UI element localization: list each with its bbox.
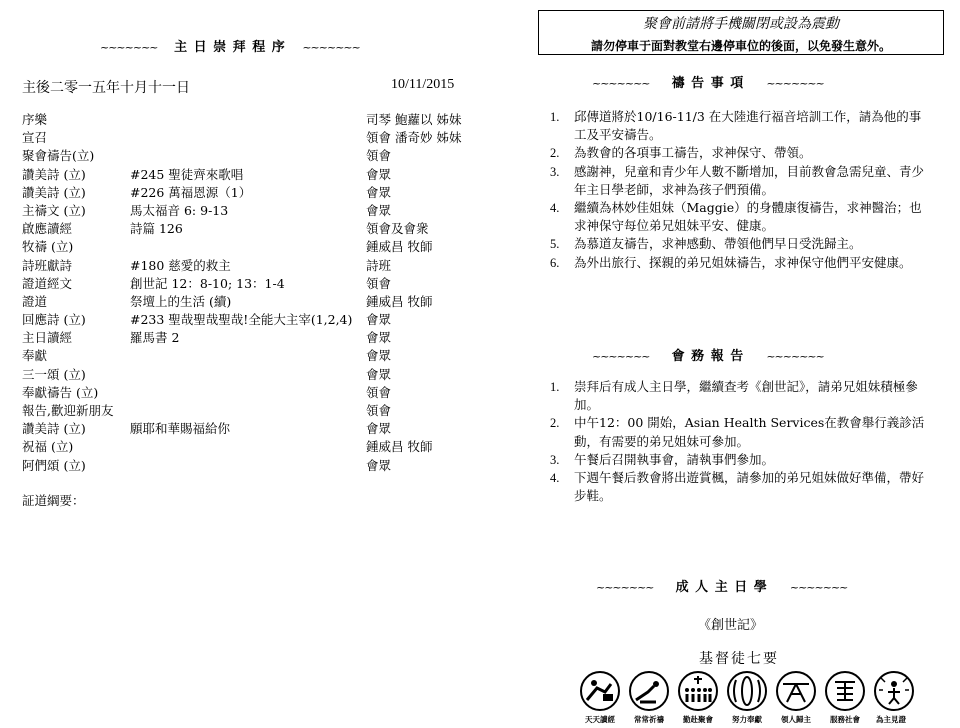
program-person: 領會 (366, 275, 392, 291)
seven-label: 為主見證 (876, 715, 906, 724)
ornament: ~~~~~~~ (766, 77, 824, 90)
bible-reading-icon (577, 670, 623, 712)
seven-label: 勤赴聚會 (683, 715, 713, 724)
program-row (22, 457, 472, 475)
adult-school-heading: 成 人 主 日 學 (675, 580, 768, 595)
ornament: ~~~~~~~ (789, 581, 848, 594)
program-content: 詩篇 126 (130, 221, 183, 237)
program-person: 領會 (366, 384, 392, 400)
item-number: 2. (550, 416, 560, 431)
program-person: 領會 潘奇妙 姊妹 (366, 130, 462, 146)
program-content: 創世記 12：8-10; 13：1-4 (130, 275, 285, 291)
seven-musts-icons (577, 670, 917, 712)
ornament: ~~~~~~~ (596, 581, 654, 594)
seven-label: 領人歸主 (781, 715, 811, 724)
program-person: 鍾威昌 牧師 (366, 293, 433, 309)
witness-icon (871, 670, 917, 712)
list-item (550, 144, 925, 162)
item-text: 為慕道友禱告，求神感動、帶領他們早日受洗歸主。 (574, 236, 862, 252)
program-row (22, 184, 472, 202)
program-content: 祭壇上的生活 (續) (130, 293, 232, 309)
program-row (22, 420, 472, 438)
program-item: 啟應讀經 (22, 221, 73, 237)
item-text: 崇拜后有成人主日學，繼續查考《創世記》，請弟兄姐妹積極參加。 (574, 379, 918, 413)
program-item: 聚會禱告(立) (22, 148, 95, 164)
list-item (550, 451, 925, 469)
program-row (22, 384, 472, 402)
date-chinese: 主後二零一五年十月十一日 (22, 80, 190, 96)
program-content: #226 萬福恩源（1） (130, 184, 252, 200)
report-list (550, 378, 925, 505)
program-item: 證道經文 (22, 275, 73, 291)
item-text: 邱傳道將於10/16-11/3 在大陸進行福音培訓工作，請為他的事工及平安禱告。 (574, 109, 922, 143)
church-report-title (592, 345, 824, 364)
date-english: 10/11/2015 (391, 77, 455, 92)
program-row (22, 257, 472, 275)
item-number: 3. (550, 452, 560, 467)
program-item: 三一頌 (立) (22, 366, 86, 382)
program-row (22, 293, 472, 311)
seven-label: 常常祈禱 (634, 715, 664, 724)
prayer-items-title (592, 72, 824, 91)
program-item: 讚美詩 (立) (22, 184, 86, 200)
program-content: 願耶和華賜福給你 (130, 421, 231, 437)
list-item (550, 199, 925, 235)
ornament: ~~~~~~~ (592, 350, 650, 363)
ornament: ~~~~~~~ (766, 350, 824, 363)
program-content: #180 慈愛的救主 (130, 257, 231, 273)
program-row (22, 166, 472, 184)
item-text: 感謝神，兒童和青少年人數不斷增加，目前教會急需兒童、青少年主日學老師，求神為孩子們預備。 (574, 163, 925, 197)
program-row (22, 438, 472, 456)
program-item: 詩班獻詩 (22, 257, 73, 273)
item-number: 1. (550, 380, 560, 394)
program-person: 會眾 (366, 366, 392, 382)
program-person: 會眾 (366, 184, 392, 200)
list-item (550, 235, 925, 253)
prayer-heading: 禱 告 事 項 (671, 76, 745, 91)
list-item (550, 469, 925, 505)
item-text: 下週午餐后教會將出遊賞楓，請參加的弟兄姐妹做好準備，帶好步鞋。 (574, 470, 925, 504)
adult-sunday-school-title (596, 576, 847, 595)
phone-notice-box (538, 10, 944, 55)
program-item: 證道 (22, 293, 48, 309)
seven-musts-graphic (577, 648, 917, 728)
item-number: 4. (550, 471, 560, 486)
item-number: 4. (550, 201, 560, 216)
seven-label: 天天讀經 (585, 715, 615, 724)
list-item (550, 378, 925, 414)
item-number: 2. (550, 146, 560, 161)
ornament: ~~~~~~~ (302, 41, 360, 54)
list-item (550, 163, 925, 199)
sermon-outline-label: 証道綱要： (22, 493, 85, 508)
program-item: 牧禱 (立) (22, 239, 74, 255)
program-item: 序樂 (22, 112, 48, 127)
study-book-title: 《創世記》 (698, 618, 764, 633)
item-number: 6. (550, 255, 560, 270)
program-row (22, 329, 472, 347)
item-text: 為教會的各項事工禱告，求神保守、帶領。 (574, 145, 812, 161)
program-row (22, 238, 472, 256)
program-person: 會眾 (366, 166, 392, 182)
item-text: 中午12：00 開始，Asian Health Services在教會舉行義診活動，有需要的弟兄姐妹可參加。 (574, 415, 925, 449)
program-item: 主日讀經 (22, 330, 73, 346)
program-row (22, 402, 472, 420)
evangelism-icon (773, 670, 819, 712)
list-item (550, 108, 925, 144)
program-person: 會眾 (366, 457, 392, 473)
program-content: #233 聖哉聖哉聖哉!全能大主宰(1,2,4) (130, 312, 353, 328)
program-person: 鍾威昌 牧師 (366, 239, 433, 255)
item-number: 5. (550, 237, 560, 252)
program-row (22, 220, 472, 238)
program-row (22, 202, 472, 220)
program-person: 領會 (366, 148, 392, 164)
phone-notice: 聚會前請將手機關閉或設為震動 (643, 16, 839, 32)
seven-musts-labels (577, 714, 917, 728)
program-row (22, 129, 472, 147)
program-row (22, 347, 472, 365)
program-person: 會眾 (366, 202, 392, 218)
program-item: 主禱文 (立) (22, 202, 86, 218)
prayer-icon (626, 670, 672, 712)
program-item: 讚美詩 (立) (22, 166, 86, 182)
program-item: 讚美詩 (立) (22, 421, 86, 437)
offering-icon (724, 670, 770, 712)
service-icon (822, 670, 868, 712)
program-person: 詩班 (366, 257, 392, 273)
program-content: 馬太福音 6: 9-13 (130, 202, 229, 218)
program-row (22, 366, 472, 384)
ornament: ~~~~~~~ (592, 77, 650, 90)
ornament: ~~~~~~~ (100, 41, 158, 54)
parking-notice: 請勿停車于面對教堂右邊停車位的後面，以免發生意外。 (590, 39, 891, 53)
gathering-icon (675, 670, 721, 712)
list-item (550, 414, 925, 450)
prayer-list (550, 108, 925, 272)
seven-musts-title: 基督徒七要 (699, 651, 779, 667)
program-row (22, 275, 472, 293)
program-person: 會眾 (366, 421, 392, 437)
program-item: 回應詩 (立) (22, 312, 86, 328)
announcements-panel (480, 0, 960, 728)
program-person: 會眾 (366, 312, 392, 328)
program-item: 報告,歡迎新朋友 (22, 403, 114, 418)
program-person: 會眾 (366, 348, 392, 364)
program-row (22, 311, 472, 329)
program-item: 阿們頌 (立) (22, 457, 86, 473)
seven-label: 服務社會 (830, 715, 860, 724)
program-item: 祝福 (立) (22, 439, 74, 455)
program-content: 羅馬書 2 (130, 330, 180, 346)
program-person: 領會及會衆 (366, 221, 429, 237)
program-person: 司琴 鮑蘿以 姊妹 (366, 112, 462, 127)
worship-order-heading: 主 日 崇 拜 程 序 (174, 40, 286, 55)
program-person: 領會 (366, 403, 392, 418)
program-list (22, 111, 472, 475)
program-item: 宣召 (22, 130, 48, 146)
item-number: 1. (550, 110, 560, 124)
seven-label: 努力奉獻 (732, 715, 762, 724)
program-item: 奉獻禱告 (立) (22, 384, 99, 400)
item-number: 3. (550, 164, 560, 179)
program-row (22, 111, 472, 129)
program-person: 鍾威昌 牧師 (366, 439, 433, 455)
program-person: 會眾 (366, 330, 392, 346)
program-content: #245 聖徒齊來歌唱 (130, 166, 244, 182)
item-text: 午餐后召開執事會，請執事們參加。 (574, 451, 775, 467)
item-text: 繼續為林妙佳姐妹（Maggie）的身體康復禱告，求神醫治；也求神保守每位弟兄姐妹平安、健康。 (574, 200, 922, 234)
program-row (22, 147, 472, 165)
list-item (550, 254, 925, 272)
report-heading: 會 務 報 告 (671, 349, 745, 364)
program-item: 奉獻 (22, 348, 48, 364)
item-text: 為外出旅行、探親的弟兄姐妹禱告，求神保守他們平安健康。 (574, 254, 912, 270)
worship-order-title (100, 36, 360, 55)
